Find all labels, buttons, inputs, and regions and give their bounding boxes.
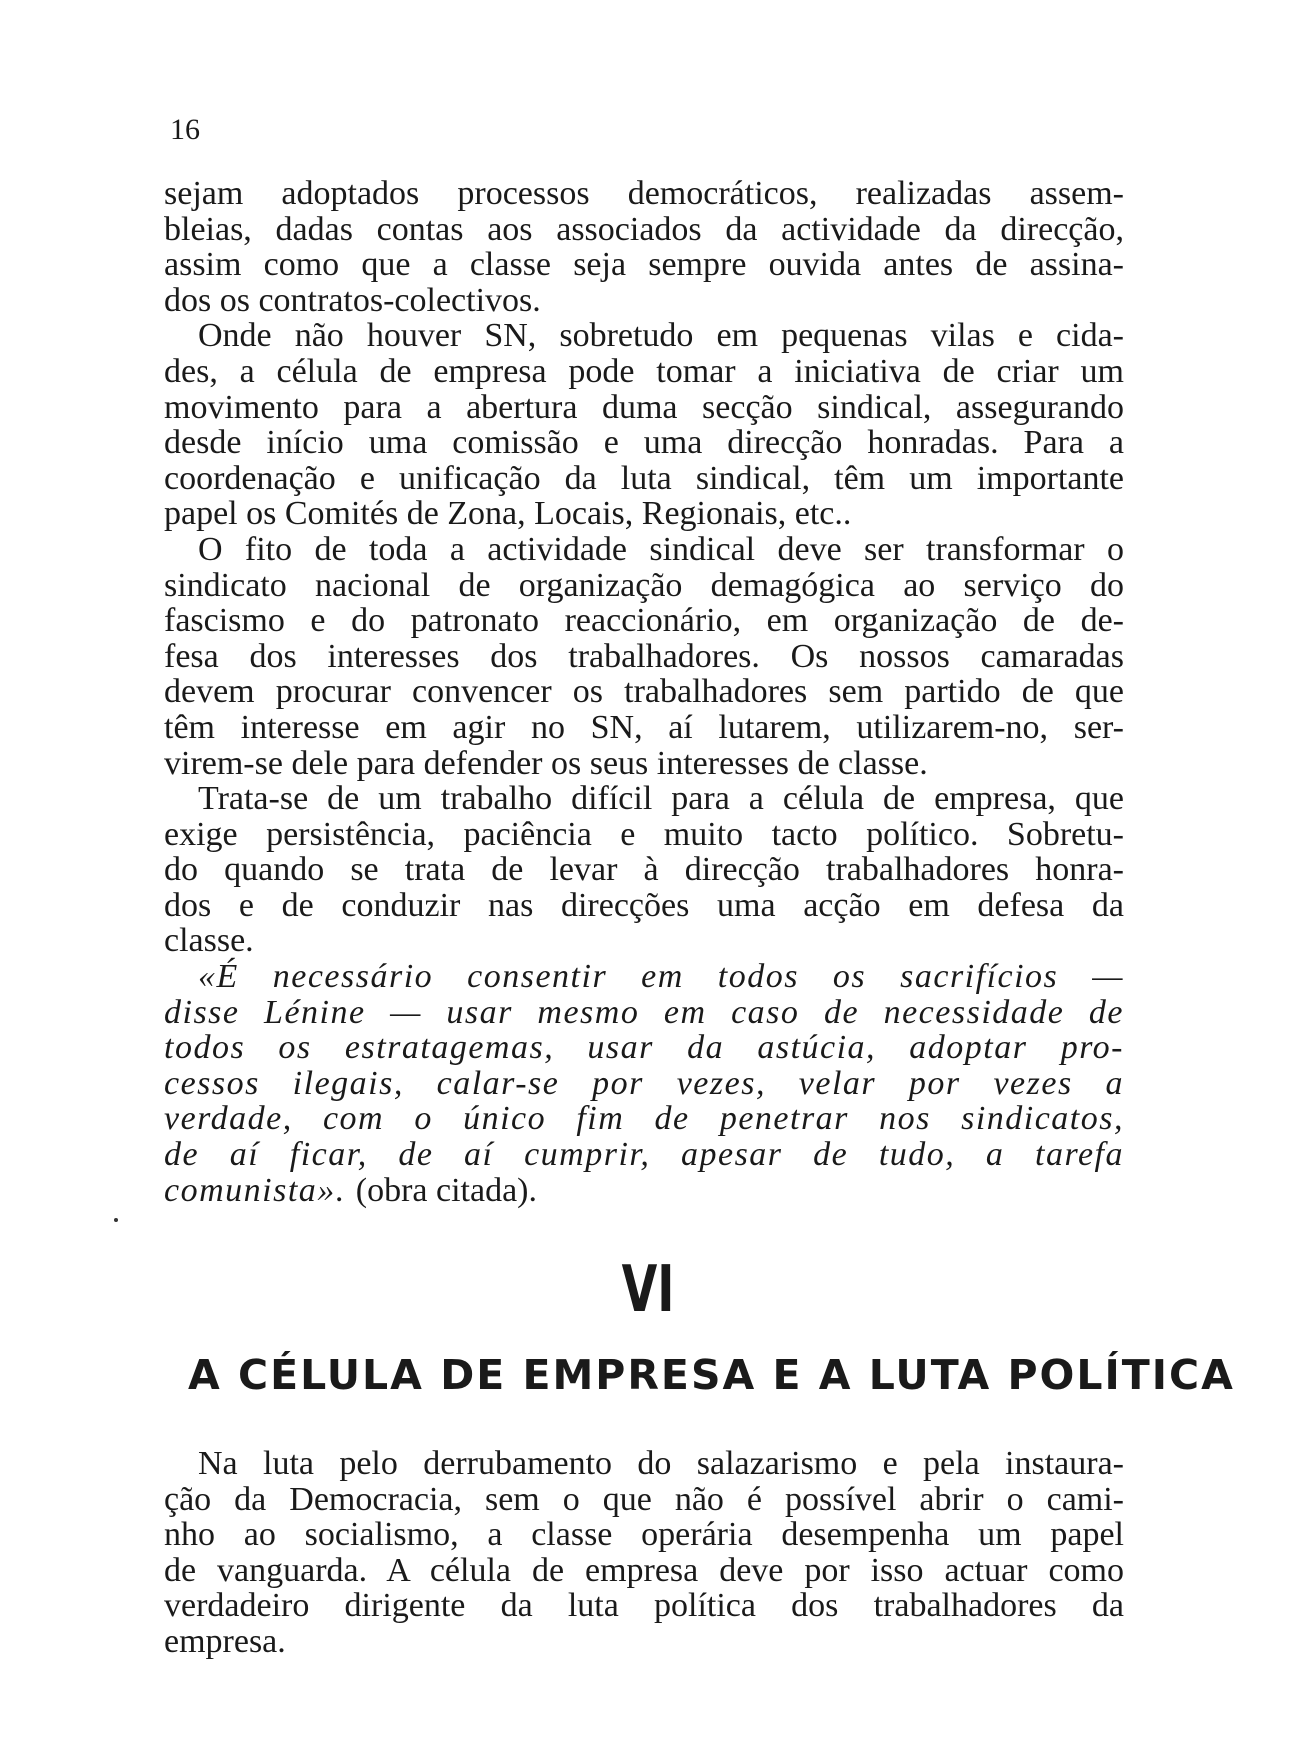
quote-line: «É necessário consentir em todos os sacrifícios — — [198, 958, 1124, 996]
quote-line: cessos ilegais, calar-se por vezes, velar por vezes a — [164, 1064, 1124, 1102]
text-block-top — [164, 176, 1124, 1208]
lenin-quote-cont — [164, 995, 1124, 1209]
text-line: devem procurar convencer os trabalhadores sem partido de que — [164, 673, 1124, 711]
text-line: Onde não houver SN, sobretudo em pequenas vilas e cida- — [198, 317, 1124, 355]
quote-line-last — [164, 1173, 1124, 1209]
text-line: sejam adoptados processos democráticos, realizadas assem- — [164, 175, 1124, 212]
text-line: têm interesse em agir no SN, aí lutarem, utilizarem-no, ser- — [164, 708, 1124, 746]
text-line: dos os contratos-colectivos. — [164, 281, 541, 319]
text-line: empresa. — [164, 1622, 286, 1660]
text-line: O fito de toda a actividade sindical deve ser transformar o — [198, 530, 1124, 568]
page-number: 16 — [170, 113, 200, 146]
text-line: Na luta pelo derrubamento do salazarismo e pela instaura- — [198, 1445, 1124, 1482]
quote-line: todos os estratagemas, usar da astúcia, adoptar pro- — [164, 1029, 1124, 1067]
text-line: sindicato nacional de organização demagógica ao serviço do — [164, 566, 1124, 604]
text-line: verdadeiro dirigente da luta política dos trabalhadores da — [164, 1587, 1124, 1625]
text-line: nho ao socialismo, a classe operária desempenha um papel — [164, 1516, 1124, 1554]
print-speck — [114, 1218, 118, 1222]
text-line: bleias, dadas contas aos associados da actividade da direcção, — [164, 210, 1124, 248]
chapter-number: VI — [621, 1253, 675, 1327]
text-line: fesa dos interesses dos trabalhadores. Os nossos camaradas — [164, 637, 1124, 675]
chapter-title: A CÉLULA DE EMPRESA E A LUTA POLÍTICA — [188, 1351, 1235, 1399]
text-line: classe. — [164, 922, 254, 960]
text-line: assim como que a classe seja sempre ouvida antes de assina- — [164, 246, 1124, 284]
text-line: papel os Comités de Zona, Locais, Regionais, etc.. — [164, 495, 852, 533]
quote-line: de aí ficar, de aí cumprir, apesar de tudo, a tarefa — [164, 1136, 1124, 1174]
text-line: dos e de conduzir nas direcções uma acção em defesa da — [164, 886, 1124, 924]
paragraph-1 — [164, 176, 1124, 318]
text-line: virem-se dele para defender os seus interesses de classe. — [164, 744, 928, 782]
text-line: do quando se trata de levar à direcção trabalhadores honra- — [164, 851, 1124, 889]
quote-reference: (obra citada). — [355, 1171, 538, 1209]
text-line: movimento para a abertura duma secção sindical, assegurando — [164, 388, 1124, 426]
paragraph-3 — [164, 532, 1124, 568]
lenin-quote — [164, 959, 1124, 995]
text-line: des, a célula de empresa pode tomar a iniciativa de criar um — [164, 352, 1124, 390]
quote-line: verdade, com o único fim de penetrar nos sindicatos, — [164, 1100, 1124, 1138]
quote-line: disse Lénine — usar mesmo em caso de necessidade de — [164, 993, 1124, 1031]
paragraph-5 — [164, 1446, 1124, 1482]
text-line: fascismo e do patronato reaccionário, em organização de de- — [164, 602, 1124, 640]
paragraph-3-cont — [164, 568, 1124, 782]
text-line: ção da Democracia, sem o que não é possível abrir o cami- — [164, 1480, 1124, 1518]
text-line: desde início uma comissão e uma direcção honradas. Para a — [164, 424, 1124, 462]
paragraph-4-cont — [164, 817, 1124, 959]
paragraph-5-cont — [164, 1482, 1124, 1660]
text-line: exige persistência, paciência e muito tacto político. Sobretu- — [164, 815, 1124, 853]
text-line: de vanguarda. A célula de empresa deve por isso actuar como — [164, 1551, 1124, 1589]
text-block-bottom — [164, 1446, 1124, 1660]
text-line: Trata-se de um trabalho difícil para a célula de empresa, que — [198, 780, 1124, 818]
paragraph-2 — [164, 318, 1124, 354]
quote-ending: comunista». — [164, 1171, 346, 1209]
text-line: coordenação e unificação da luta sindical, têm um importante — [164, 459, 1124, 497]
paragraph-4 — [164, 781, 1124, 817]
paragraph-2-cont — [164, 354, 1124, 532]
